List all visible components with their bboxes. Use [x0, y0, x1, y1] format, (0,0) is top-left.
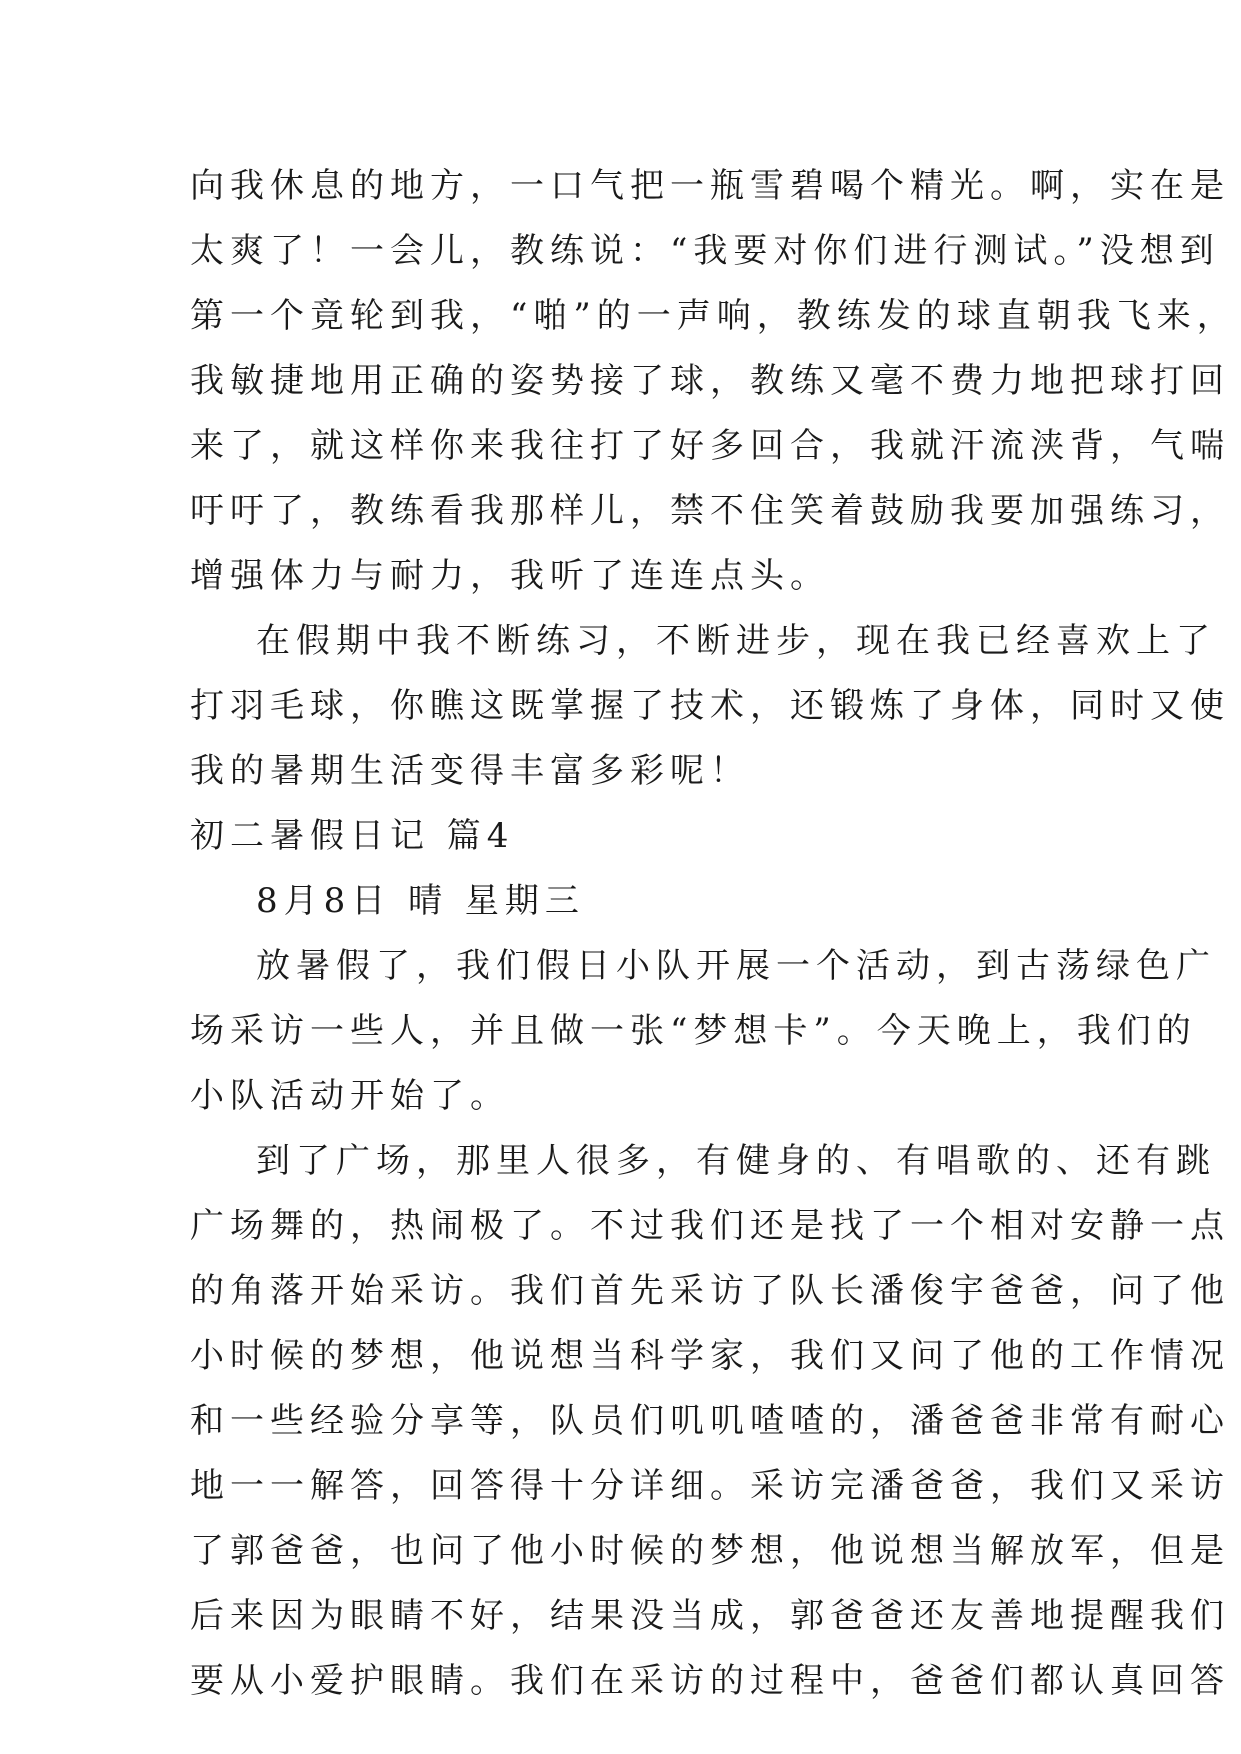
paragraph-line: 增强体力与耐力，我听了连连点头。 [190, 556, 830, 596]
paragraph-line: 到了广场，那里人很多，有健身的、有唱歌的、还有跳 [256, 1141, 1216, 1181]
paragraph-line: 来了，就这样你来我往打了好多回合，我就汗流浃背，气喘 [190, 426, 1230, 466]
paragraph-line: 场采访一些人，并且做一张“梦想卡”。今天晚上，我们的 [190, 1011, 1197, 1051]
paragraph-line: 第一个竟轮到我，“啪”的一声响，教练发的球直朝我飞来， [190, 296, 1237, 336]
paragraph-line: 和一些经验分享等，队员们叽叽喳喳的，潘爸爸非常有耐心 [190, 1401, 1230, 1441]
diary-date-line: 8月8日 晴 星期三 [256, 881, 585, 921]
paragraph-line: 后来因为眼睛不好，结果没当成，郭爸爸还友善地提醒我们 [190, 1596, 1230, 1636]
paragraph-line: 吁吁了，教练看我那样儿，禁不住笑着鼓励我要加强练习， [190, 491, 1230, 531]
paragraph-line: 了郭爸爸，也问了他小时候的梦想，他说想当解放军，但是 [190, 1531, 1230, 1571]
section-heading: 初二暑假日记 篇4 [190, 816, 515, 856]
paragraph-line: 在假期中我不断练习，不断进步，现在我已经喜欢上了 [256, 621, 1216, 661]
paragraph-line: 太爽了！一会儿，教练说：“我要对你们进行测试。”没想到 [190, 231, 1220, 271]
paragraph-line: 小队活动开始了。 [190, 1076, 510, 1116]
paragraph-line: 我的暑期生活变得丰富多彩呢！ [190, 751, 750, 791]
paragraph-line: 我敏捷地用正确的姿势接了球，教练又毫不费力地把球打回 [190, 361, 1230, 401]
paragraph-line: 的角落开始采访。我们首先采访了队长潘俊宇爸爸，问了他 [190, 1271, 1230, 1311]
paragraph-line: 要从小爱护眼睛。我们在采访的过程中，爸爸们都认真回答 [190, 1661, 1230, 1701]
paragraph-line: 小时候的梦想，他说想当科学家，我们又问了他的工作情况 [190, 1336, 1230, 1376]
paragraph-line: 打羽毛球，你瞧这既掌握了技术，还锻炼了身体，同时又使 [190, 686, 1230, 726]
paragraph-line: 广场舞的，热闹极了。不过我们还是找了一个相对安静一点 [190, 1206, 1230, 1246]
paragraph-line: 放暑假了，我们假日小队开展一个活动，到古荡绿色广 [256, 946, 1216, 986]
paragraph-line: 向我休息的地方，一口气把一瓶雪碧喝个精光。啊，实在是 [190, 166, 1230, 206]
paragraph-line: 地一一解答，回答得十分详细。采访完潘爸爸，我们又采访 [190, 1466, 1230, 1506]
